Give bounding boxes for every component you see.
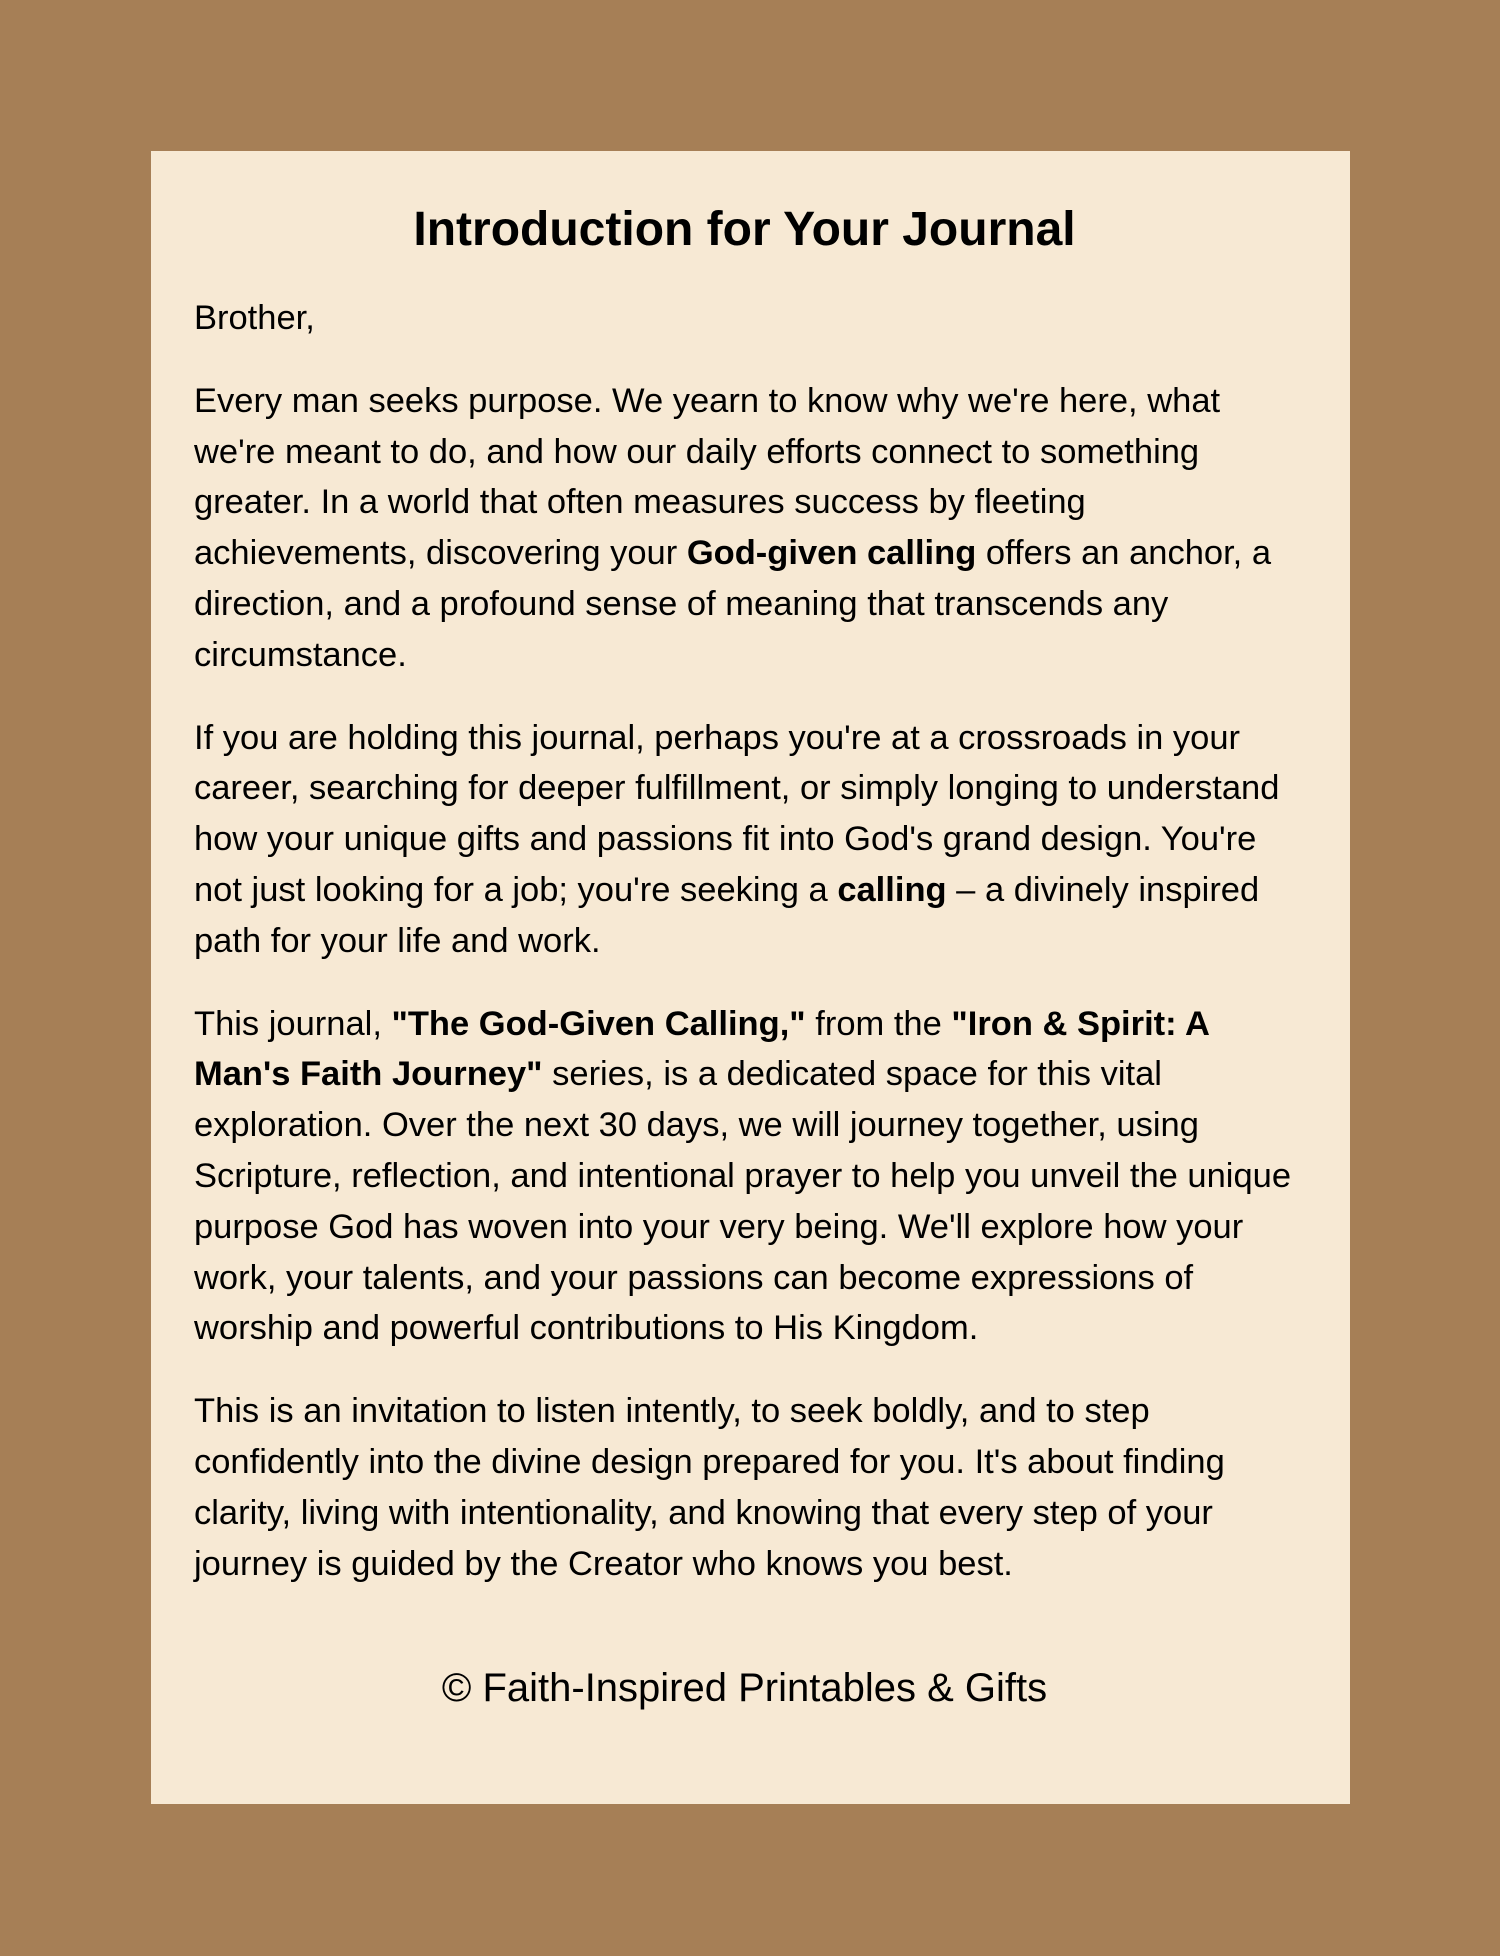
copyright-footer: © Faith-Inspired Printables & Gifts [441, 1666, 1048, 1711]
paragraph-text: This journal, [194, 1004, 392, 1043]
paragraph-crossroads [194, 713, 1295, 967]
paragraph-text: from the [805, 1004, 952, 1043]
journal-page [151, 151, 1350, 1804]
emphasis-series-title: "Iron & Spirit: A Man's Faith Journey" [194, 1004, 1209, 1094]
paragraph-text: offers an anchor, a direction, and a profound sense of meaning that transcends any circumstance. [194, 534, 1272, 674]
paragraph-text: Every man seeks purpose. We yearn to know why we're here, what we're meant to do, and how our daily efforts connect to something greater. In a world that often measures success by fleeting achievements, discovering your [194, 381, 1221, 573]
paragraph-text: series, is a dedicated space for this vital exploration. Over the next 30 days, we will journey together, using Scripture, reflection, and intentional prayer to help you unveil the unique purpose God has woven into your very being. We'll explore how your work, your talents, and your passions can become expressions of worship and powerful contributions to His Kingdom. [194, 1055, 1292, 1348]
page-title: Introduction for Your Journal [413, 203, 1076, 256]
emphasis-calling: calling [837, 870, 947, 909]
paragraph-journal [194, 999, 1295, 1355]
paragraph-invitation: This is an invitation to listen intently, to seek boldly, and to step confidently into the divine design prepared for you. It's about finding clarity, living with intentionality, and knowing that every step of your journey is guided by the Creator who knows you best. [194, 1392, 1225, 1583]
paragraph-text: If you are holding this journal, perhaps you're at a crossroads in your career, searching for deeper fulfillment, or simply longing to understand how your unique gifts and passions fit into God's grand design. You're not just looking for a job; you're seeking a [194, 718, 1280, 909]
emphasis-journal-title: "The God-Given Calling," [391, 1004, 806, 1043]
emphasis-god-given-calling: God-given calling [686, 534, 977, 573]
paragraph-text: – a divinely inspired path for your life and work. [194, 870, 1260, 960]
salutation: Brother, [194, 299, 315, 337]
paragraph-purpose [194, 376, 1295, 681]
